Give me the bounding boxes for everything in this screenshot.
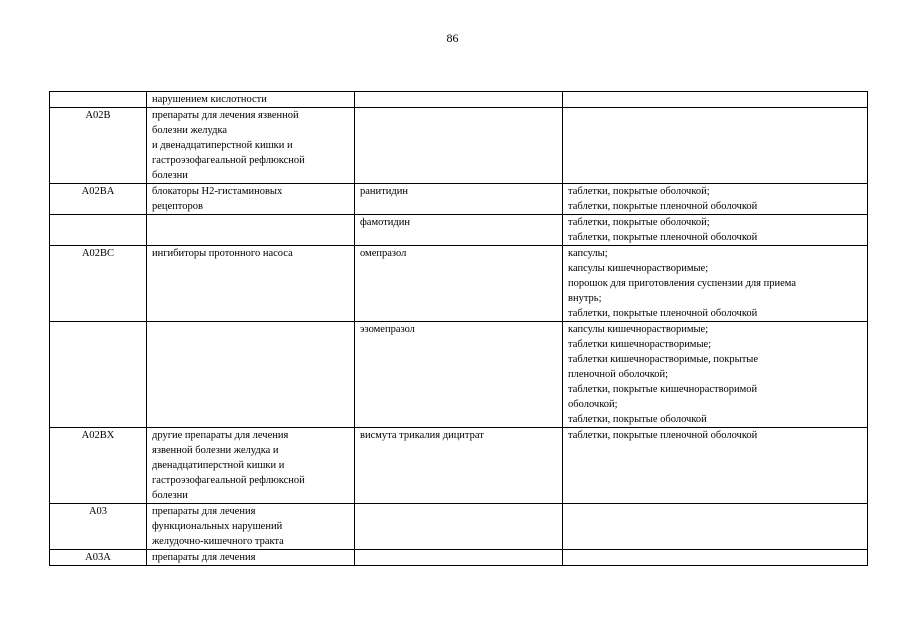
dosage-form-cell xyxy=(563,504,868,550)
drug-classification-table xyxy=(49,91,868,566)
pharmacological-group-cell: блокаторы Н2-гистаминовых рецепторов xyxy=(147,184,355,215)
pharmacological-group-cell: препараты для лечения функциональных нарушений желудочно-кишечного тракта xyxy=(147,504,355,550)
table-row xyxy=(50,108,868,184)
table-row xyxy=(50,215,868,246)
atc-code-cell: A03A xyxy=(50,550,147,566)
pharmacological-group-cell: препараты для лечения язвенной болезни желудка и двенадцатиперстной кишки и гастроэзофагеальной рефлюксной болезни xyxy=(147,108,355,184)
dosage-form-cell: капсулы кишечнорастворимые; таблетки кишечнорастворимые; таблетки кишечнорастворимые, покрытые пленочной оболочкой; таблетки, покрытые кишечнорастворимой оболочкой; таблетки, покрытые оболочкой xyxy=(563,322,868,428)
atc-code-cell: A02BA xyxy=(50,184,147,215)
dosage-form-cell xyxy=(563,108,868,184)
atc-code-cell: A02B xyxy=(50,108,147,184)
table-row xyxy=(50,92,868,108)
pharmacological-group-cell xyxy=(147,322,355,428)
table-row xyxy=(50,428,868,504)
pharmacological-group-cell: препараты для лечения xyxy=(147,550,355,566)
dosage-form-cell: таблетки, покрытые оболочкой; таблетки, покрытые пленочной оболочкой xyxy=(563,184,868,215)
atc-code-cell xyxy=(50,215,147,246)
drug-name-cell xyxy=(355,108,563,184)
drug-name-cell xyxy=(355,504,563,550)
drug-name-cell: омепразол xyxy=(355,246,563,322)
table-row xyxy=(50,246,868,322)
dosage-form-cell xyxy=(563,550,868,566)
table-row xyxy=(50,184,868,215)
drug-name-cell: висмута трикалия дицитрат xyxy=(355,428,563,504)
pharmacological-group-cell: ингибиторы протонного насоса xyxy=(147,246,355,322)
table-row xyxy=(50,550,868,566)
atc-code-cell xyxy=(50,92,147,108)
page-number: 86 xyxy=(446,31,459,45)
pharmacological-group-cell: другие препараты для лечения язвенной болезни желудка и двенадцатиперстной кишки и гастроэзофагеальной рефлюксной болезни xyxy=(147,428,355,504)
table-row xyxy=(50,504,868,550)
drug-name-cell: ранитидин xyxy=(355,184,563,215)
drug-name-cell: эзомепразол xyxy=(355,322,563,428)
dosage-form-cell xyxy=(563,92,868,108)
pharmacological-group-cell: нарушением кислотности xyxy=(147,92,355,108)
atc-code-cell: A02BC xyxy=(50,246,147,322)
table-row xyxy=(50,322,868,428)
atc-code-cell xyxy=(50,322,147,428)
pharmacological-group-cell xyxy=(147,215,355,246)
drug-name-cell xyxy=(355,550,563,566)
drug-name-cell xyxy=(355,92,563,108)
drug-name-cell: фамотидин xyxy=(355,215,563,246)
atc-code-cell: A03 xyxy=(50,504,147,550)
atc-code-cell: A02BX xyxy=(50,428,147,504)
dosage-form-cell: таблетки, покрытые оболочкой; таблетки, покрытые пленочной оболочкой xyxy=(563,215,868,246)
dosage-form-cell: таблетки, покрытые пленочной оболочкой xyxy=(563,428,868,504)
dosage-form-cell: капсулы; капсулы кишечнорастворимые; порошок для приготовления суспензии для приема внутрь; таблетки, покрытые пленочной оболочкой xyxy=(563,246,868,322)
